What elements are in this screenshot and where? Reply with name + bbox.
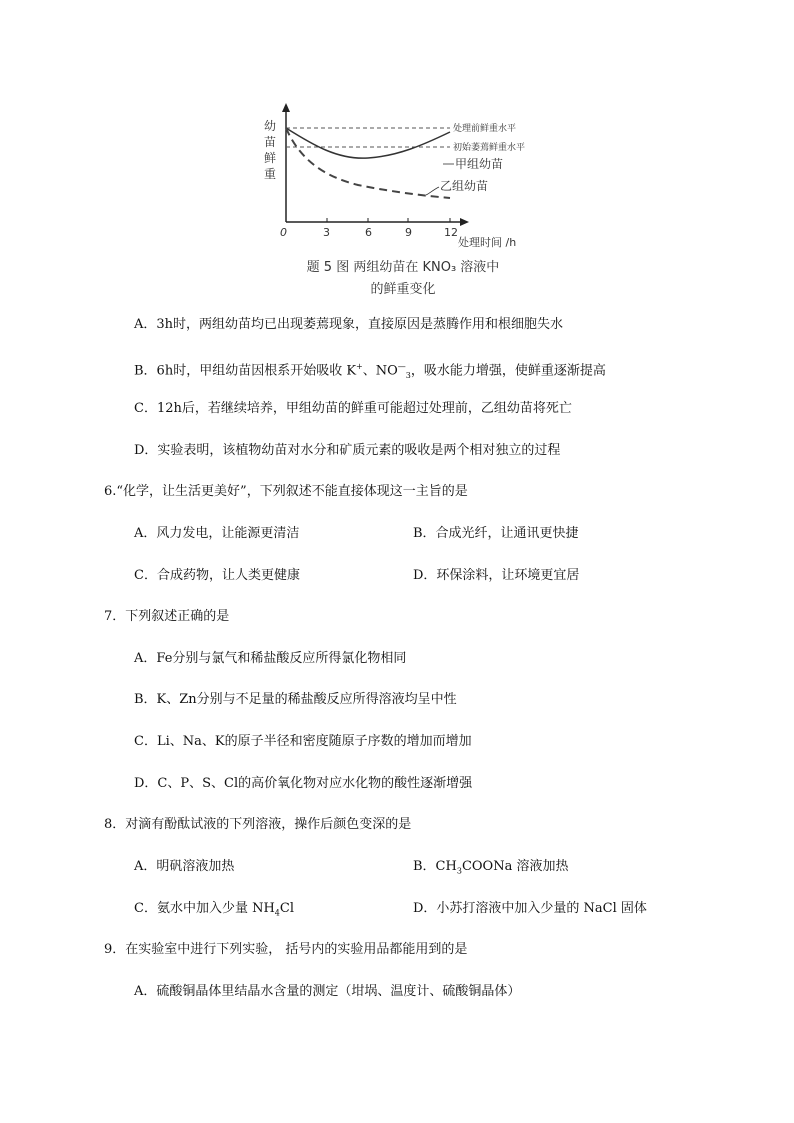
y-axis-label-3: 鲜 [264, 151, 277, 165]
x-tick-3: 3 [323, 226, 330, 239]
x-origin-label: 0 [280, 226, 287, 239]
q8-option-b-post: COONa 溶液加热 [461, 859, 569, 874]
q7-option-c: C．Li、Na、K的原子半径和密度随原子序数的增加而增加 [134, 734, 472, 749]
x-tick-12: 12 [444, 226, 458, 239]
q9-stem: 9．在实验室中进行下列实验， 括号内的实验用品都能用到的是 [104, 942, 468, 957]
q8-option-c-post: Cl [279, 901, 294, 916]
q7-stem: 7．下列叙述正确的是 [104, 609, 230, 624]
y-axis-label-4: 重 [264, 167, 277, 181]
x-axis-label: 处理时间 /h [458, 236, 517, 249]
q8-option-d: D．小苏打溶液中加入少量的 NaCl 固体 [413, 901, 647, 916]
q7-option-d: D．C、P、S、Cl的高价氧化物对应水化物的酸性逐渐增强 [134, 776, 473, 791]
figure-caption-line2: 的鲜重变化 [370, 282, 436, 297]
q8-option-a: A．明矾溶液加热 [134, 859, 235, 874]
q8-option-c-sub: 4 [274, 908, 280, 918]
q5-option-b-mid: 、NO [362, 363, 398, 379]
q7-option-b: B．K、Zn分别与不足量的稀盐酸反应所得溶液均呈中性 [134, 692, 457, 707]
y-axis-label-1: 幼 [264, 119, 277, 133]
legend-before-level: 处理前鲜重水平 [453, 124, 517, 134]
legend-group-b-leader [426, 187, 439, 195]
q6-option-d: D．环保涂料，让环境更宜居 [413, 568, 580, 583]
q8-option-b [413, 858, 568, 881]
y-axis-label-2: 苗 [264, 135, 277, 149]
group-a-curve [286, 128, 450, 158]
q5-option-b-pre: B．6h时，甲组幼苗因根系开始吸收 K [134, 363, 357, 379]
q8-stem: 8．对滴有酚酞试液的下列溶液，操作后颜色变深的是 [104, 817, 412, 832]
q6-option-c: C．合成药物，让人类更健康 [134, 568, 300, 583]
q8-option-b-pre: B．CH [413, 859, 457, 874]
legend-wilt-level: 初始萎蔫鲜重水平 [453, 143, 526, 153]
q6-option-b: B．合成光纤，让通讯更快捷 [413, 526, 579, 541]
q5-option-d: D．实验表明，该植物幼苗对水分和矿质元素的吸收是两个相对独立的过程 [134, 443, 561, 458]
x-tick-6: 6 [365, 226, 372, 239]
q7-option-a: A．Fe分别与氯气和稀盐酸反应所得氯化物相同 [134, 651, 407, 666]
chart-svg [258, 100, 548, 255]
q5-option-a: A．3h时，两组幼苗均已出现萎蔫现象，直接原因是蒸腾作用和根细胞失水 [134, 317, 564, 332]
q5-option-b-sup: + [356, 362, 363, 371]
q5-option-b-post: ，吸水能力增强，使鲜重逐渐提高 [410, 363, 606, 379]
q8-option-b-sub: 3 [456, 866, 462, 876]
q5-option-c: C．12h后，若继续培养，甲组幼苗的鲜重可能超过处理前，乙组幼苗将死亡 [134, 401, 572, 416]
legend-group-b: 乙组幼苗 [440, 179, 489, 193]
figure-caption-line1: 题 5 图 两组幼苗在 KNO₃ 溶液中 [306, 260, 500, 275]
legend-group-a: 甲组幼苗 [455, 157, 504, 171]
q6-option-a: A．风力发电，让能源更清洁 [134, 526, 300, 541]
q5-option-b-sup2: — [397, 362, 406, 371]
group-b-curve [286, 128, 450, 198]
q8-option-c [134, 900, 294, 923]
x-axis-arrow [460, 218, 469, 226]
q5-option-b [134, 358, 606, 385]
y-axis-arrow [282, 103, 290, 112]
q6-stem: 6.“化学，让生活更美好”，下列叙述不能直接体现这一主旨的是 [104, 484, 468, 499]
q8-option-c-pre: C．氨水中加入少量 NH [134, 901, 275, 916]
q9-option-a: A．硫酸铜晶体里结晶水含量的测定（坩埚、温度计、硫酸铜晶体） [134, 984, 521, 999]
q5-option-b-sub: 3 [405, 370, 411, 380]
x-tick-9: 9 [405, 226, 412, 239]
figure-fresh-weight-chart [258, 100, 548, 305]
